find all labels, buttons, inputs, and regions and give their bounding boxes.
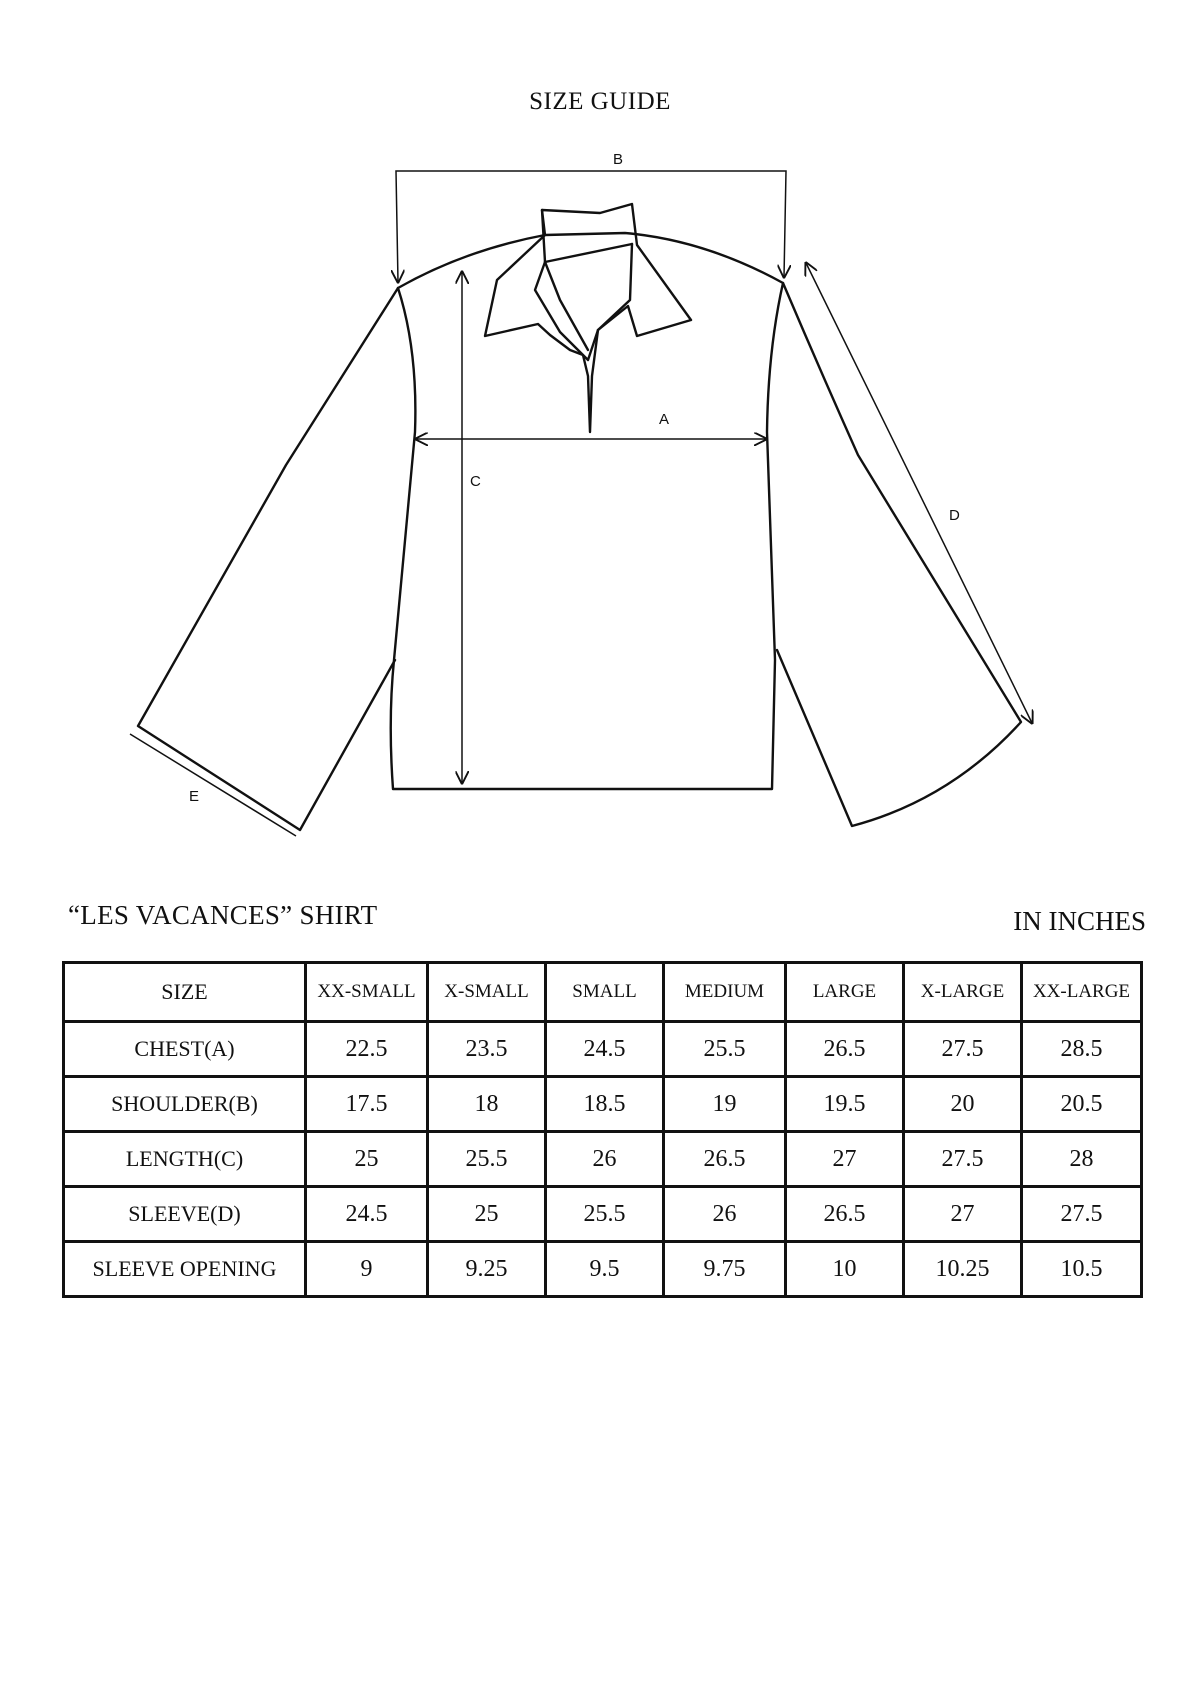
- table-cell: 27.5: [904, 1132, 1022, 1187]
- table-row: [64, 1242, 1142, 1297]
- right-sleeve-outline: [777, 283, 1021, 826]
- table-cell: 19: [664, 1077, 786, 1132]
- table-cell: 28: [1022, 1132, 1142, 1187]
- table-cell: 26: [546, 1132, 664, 1187]
- table-cell: 25.5: [428, 1132, 546, 1187]
- table-cell: 25: [428, 1187, 546, 1242]
- table-row: [64, 1187, 1142, 1242]
- table-cell: 24.5: [546, 1022, 664, 1077]
- table-cell: 25.5: [664, 1022, 786, 1077]
- table-row: [64, 1022, 1142, 1077]
- table-row: [64, 1077, 1142, 1132]
- table-cell: 18: [428, 1077, 546, 1132]
- table-cell: 28.5: [1022, 1022, 1142, 1077]
- table-cell: 27.5: [1022, 1187, 1142, 1242]
- column-header: XX-LARGE: [1022, 963, 1142, 1022]
- page-title: SIZE GUIDE: [529, 88, 671, 115]
- column-header: X-LARGE: [904, 963, 1022, 1022]
- table-cell: 19.5: [786, 1077, 904, 1132]
- table-cell: 10.25: [904, 1242, 1022, 1297]
- table-cell: 20.5: [1022, 1077, 1142, 1132]
- table-cell: 9.5: [546, 1242, 664, 1297]
- table-header-row: [64, 963, 1142, 1022]
- column-header: X-SMALL: [428, 963, 546, 1022]
- product-name: “LES VACANCES” SHIRT: [68, 900, 378, 930]
- table-cell: 9.75: [664, 1242, 786, 1297]
- shirt-body-outline: [391, 233, 783, 789]
- left-sleeve-outline: [138, 288, 398, 830]
- dimension-label-c: C: [470, 473, 481, 490]
- row-label: SLEEVE(D): [64, 1187, 306, 1242]
- table-cell: 27: [786, 1132, 904, 1187]
- table-cell: 9: [306, 1242, 428, 1297]
- column-header: MEDIUM: [664, 963, 786, 1022]
- table-cell: 20: [904, 1077, 1022, 1132]
- dimension-line-d: [806, 263, 1032, 723]
- table-cell: 25: [306, 1132, 428, 1187]
- table-cell: 27.5: [904, 1022, 1022, 1077]
- table-cell: 26.5: [786, 1022, 904, 1077]
- dimension-line-b: [396, 171, 786, 282]
- table-cell: 25.5: [546, 1187, 664, 1242]
- dimension-line-e: [130, 734, 296, 836]
- table-cell: 26.5: [664, 1132, 786, 1187]
- table-cell: 23.5: [428, 1022, 546, 1077]
- table-cell: 10.5: [1022, 1242, 1142, 1297]
- table-row: [64, 1132, 1142, 1187]
- table-cell: 24.5: [306, 1187, 428, 1242]
- table-cell: 10: [786, 1242, 904, 1297]
- dimension-label-a: A: [659, 411, 670, 428]
- dimension-label-b: B: [613, 151, 624, 168]
- row-label: LENGTH(C): [64, 1132, 306, 1187]
- column-header: SMALL: [546, 963, 664, 1022]
- table-cell: 22.5: [306, 1022, 428, 1077]
- table-cell: 26.5: [786, 1187, 904, 1242]
- row-label: CHEST(A): [64, 1022, 306, 1077]
- table-cell: 9.25: [428, 1242, 546, 1297]
- table-corner-cell: SIZE: [64, 963, 306, 1022]
- size-table: [62, 961, 1143, 1298]
- column-header: LARGE: [786, 963, 904, 1022]
- unit-label: IN INCHES: [1013, 906, 1146, 936]
- table-cell: 18.5: [546, 1077, 664, 1132]
- table-cell: 26: [664, 1187, 786, 1242]
- column-header: XX-SMALL: [306, 963, 428, 1022]
- row-label: SLEEVE OPENING: [64, 1242, 306, 1297]
- table-cell: 17.5: [306, 1077, 428, 1132]
- dimension-label-e: E: [189, 788, 200, 805]
- row-label: SHOULDER(B): [64, 1077, 306, 1132]
- dimension-label-d: D: [949, 507, 960, 524]
- table-cell: 27: [904, 1187, 1022, 1242]
